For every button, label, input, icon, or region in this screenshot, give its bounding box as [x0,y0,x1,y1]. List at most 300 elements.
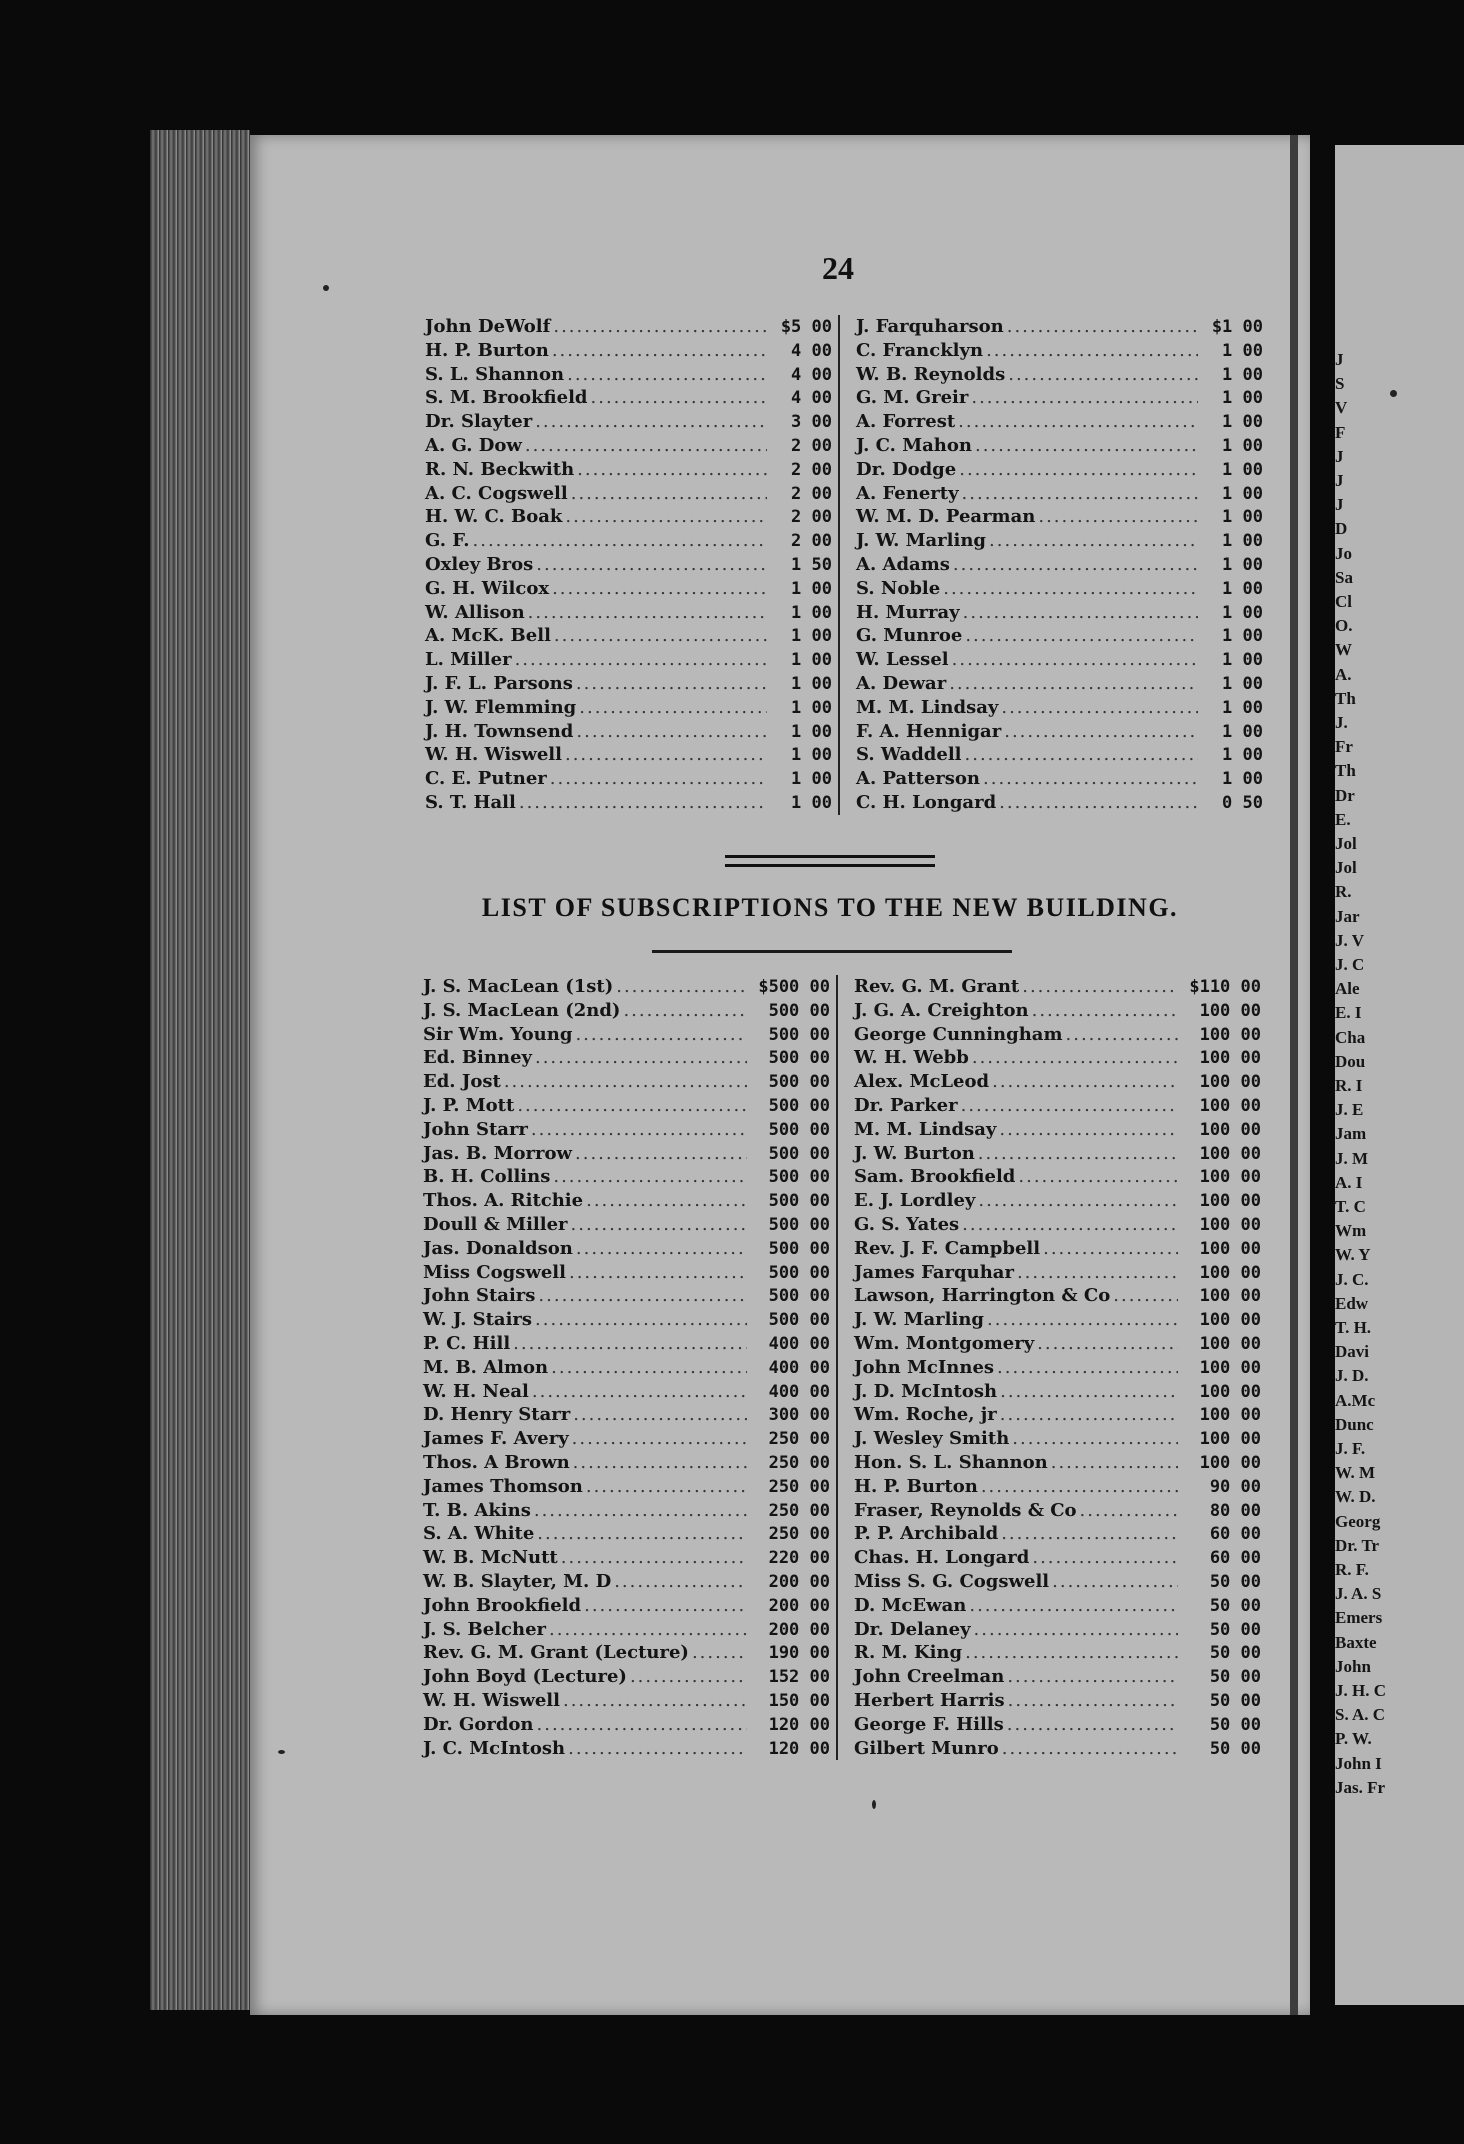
dot-leader [535,1308,747,1332]
adjacent-page-text: Jo [1335,543,1352,563]
dot-leader [616,975,747,999]
subscriber-name: James Farquhar [854,1261,1014,1283]
subscription-amount: 1 00 [791,745,832,766]
subscription-row [423,1284,830,1308]
subscriber-name: James F. Avery [423,1428,569,1450]
adjacent-page-text: W. Y [1335,1245,1371,1265]
dot-leader [1043,1237,1178,1261]
adjacent-page-text: F [1335,422,1346,442]
subscription-row [854,1118,1261,1142]
subscription-amount: 100 00 [1199,1048,1261,1069]
adjacent-page-text: E. [1335,809,1351,829]
subscription-amount: 500 00 [768,1214,830,1235]
dot-leader [536,553,767,577]
subscription-amount: 100 00 [1199,1452,1261,1473]
subscription-amount: 1 00 [1222,673,1263,694]
subscription-amount: 1 00 [1222,531,1263,552]
subscriber-name: J. F. L. Parsons [425,672,573,694]
subscription-row [425,339,832,363]
dot-leader [986,339,1198,363]
subscriber-name: A. G. Dow [425,434,522,456]
dot-leader [579,696,767,720]
subscriber-name: J. G. A. Creighton [854,999,1029,1021]
subscription-row [854,1380,1261,1404]
dot-leader [1051,1451,1178,1475]
subscriber-name: Rev. J. F. Campbell [854,1237,1041,1259]
dot-leader [978,1189,1178,1213]
subscription-row [856,577,1263,601]
subscription-amount: 1 00 [1222,412,1263,433]
subscription-amount: 1 00 [1222,578,1263,599]
dot-leader [1018,1165,1178,1189]
subscription-row [854,1737,1261,1761]
subscriber-name: Ed. Binney [423,1047,532,1069]
subscription-row [856,648,1263,672]
dot-leader [531,1118,747,1142]
subscription-row [854,1189,1261,1213]
dot-leader [965,624,1198,648]
dot-leader [1007,1713,1178,1737]
subscription-amount: 100 00 [1199,1310,1261,1331]
adjacent-page-text: Ale [1335,979,1360,999]
subscription-row [854,1427,1261,1451]
subscription-row [423,1570,830,1594]
adjacent-page-text: D [1335,519,1348,539]
subscription-row [423,1546,830,1570]
dot-leader [1022,975,1178,999]
subscription-amount: 250 00 [768,1429,830,1450]
subscription-amount: 1 00 [1222,483,1263,504]
subscription-amount: $110 00 [1189,977,1261,997]
subscription-row [854,1332,1261,1356]
subscription-row [854,1237,1261,1261]
subscription-row [423,1165,830,1189]
subscription-row [856,482,1263,506]
subscriber-name: J. Farquharson [856,316,1004,337]
dot-leader [992,1070,1178,1094]
subscription-row [854,1522,1261,1546]
print-speck [278,1750,285,1754]
top-list-left-column [425,315,840,815]
dot-leader [561,1546,747,1570]
subscriber-name: Hon. S. L. Shannon [854,1451,1048,1473]
subscriber-name: W. H. Webb [854,1047,969,1069]
adjacent-page-text: John I [1335,1753,1382,1773]
subscription-amount: 500 00 [768,1119,830,1140]
subscription-amount: 1 00 [791,721,832,742]
building-list-left-column [423,975,838,1760]
adjacent-page-text: J [1335,471,1344,490]
subscriber-name: S. Noble [856,577,941,599]
subscriber-name: John Starr [423,1118,528,1140]
subscription-amount: 50 00 [1209,1667,1261,1688]
dot-leader [537,1522,747,1546]
subscriber-name: W. B. Reynolds [856,363,1006,385]
adjacent-page-text: R. [1335,882,1352,902]
adjacent-page-text: John [1335,1656,1371,1676]
dot-leader [963,601,1198,625]
subscription-amount: 250 00 [768,1500,830,1521]
subscription-row [425,767,832,791]
dot-leader [577,458,767,482]
subscription-amount: 4 00 [791,364,832,385]
subscription-row [423,1427,830,1451]
dot-leader [567,363,767,387]
dot-leader [1017,1261,1178,1285]
subscription-row [854,1142,1261,1166]
subscription-row [425,315,832,339]
subscription-row [423,1665,830,1689]
adjacent-page-text: Jol [1335,858,1357,878]
subscription-row [856,791,1263,815]
dot-leader [569,1261,747,1285]
book-spine-edges [150,130,250,2010]
adjacent-page-text: A. I [1335,1172,1363,1192]
subscriber-name: H. W. C. Boak [425,506,563,528]
subscriber-name: S. L. Shannon [425,363,565,385]
print-speck [872,1800,876,1809]
subscriber-name: J. W. Flemming [425,696,577,718]
title-underline-rule [652,950,1012,953]
dot-leader [576,672,767,696]
subscription-amount: 50 00 [1209,1738,1261,1759]
subscriber-name: H. Murray [856,601,960,623]
adjacent-page-text: J. M [1335,1148,1369,1168]
subscription-amount: 500 00 [768,1167,830,1188]
subscription-row [425,434,832,458]
subscription-amount: 500 00 [768,1048,830,1069]
subscriber-name: W. B. Slayter, M. D [423,1570,612,1592]
subscriber-name: W. H. Wiswell [425,744,562,766]
subscription-row [423,1713,830,1737]
adjacent-page-text: J. V [1335,930,1364,950]
subscription-amount: 2 00 [791,459,832,480]
subscription-amount: 500 00 [768,1286,830,1307]
subscription-amount: $500 00 [758,977,830,997]
dot-leader [565,743,767,767]
adjacent-page-text: J. F. [1335,1439,1366,1458]
subscription-row [423,1475,830,1499]
dot-leader [553,315,767,339]
adjacent-page-text: Cl [1335,592,1352,611]
adjacent-page-text: J. [1335,713,1348,732]
subscription-row [854,1665,1261,1689]
subscriber-name: George F. Hills [854,1713,1004,1735]
adjacent-page-text: Baxte [1335,1632,1377,1652]
subscription-amount: 100 00 [1199,1429,1261,1450]
dot-leader [972,1046,1178,1070]
subscription-row [423,1142,830,1166]
subscription-amount: 100 00 [1199,1262,1261,1283]
dot-leader [1052,1570,1178,1594]
adjacent-page-text: Edw [1335,1293,1369,1313]
subscription-row [423,975,830,999]
subscriber-name: A. Fenerty [856,482,959,504]
adjacent-page-text: J [1335,495,1344,515]
subscriber-name: G. F. [425,530,470,552]
subscriber-name: C. H. Longard [856,791,997,813]
dot-leader [1113,1284,1178,1308]
subscription-amount: 120 00 [768,1714,830,1735]
subscription-row [425,743,832,767]
subscription-amount: 500 00 [768,1000,830,1021]
subscriber-name: A. Adams [856,553,950,575]
subscription-amount: 100 00 [1199,1143,1261,1164]
subscription-amount: 190 00 [768,1643,830,1664]
adjacent-page-fragment [1335,145,1464,2005]
subscriber-name: A. Forrest [856,411,956,433]
subscriber-name: Thos. A. Ritchie [423,1190,584,1212]
subscriber-name: G. M. Greir [856,387,969,409]
subscription-row [425,386,832,410]
subscription-amount: 100 00 [1199,1191,1261,1212]
adjacent-page-text: Jar [1335,906,1360,926]
subscriber-name: Oxley Bros [425,553,534,575]
subscription-row [854,999,1261,1023]
subscriber-name: J. S. Belcher [423,1618,547,1640]
adjacent-page-text: Th [1335,688,1356,708]
adjacent-page-text: O. [1335,616,1353,636]
subscription-amount: 500 00 [768,1310,830,1331]
subscription-amount: 1 00 [791,578,832,599]
subscription-amount: 3 00 [791,412,832,433]
dot-leader [550,767,767,791]
subscriber-name: John Brookfield [423,1594,582,1616]
subscription-amount: 1 00 [1222,459,1263,480]
subscription-row [423,1499,830,1523]
adjacent-page-text: W. M [1335,1463,1375,1483]
dot-leader [513,1332,747,1356]
dot-leader [528,601,767,625]
dot-leader [553,1165,747,1189]
subscriber-name: J. S. MacLean (1st) [423,976,614,997]
subscription-amount: 1 00 [791,769,832,790]
dot-leader [969,1594,1178,1618]
adjacent-page-text: A.Mc [1335,1390,1376,1410]
subscriber-name: John McInnes [854,1356,995,1378]
subscription-row [854,1689,1261,1713]
adjacent-page-text: Dunc [1335,1414,1374,1434]
dot-leader [975,434,1198,458]
subscription-amount: 50 00 [1209,1690,1261,1711]
adjacent-page-text: Jam [1335,1124,1367,1144]
subscription-amount: 250 00 [768,1452,830,1473]
dot-leader [1012,1427,1178,1451]
subscriber-name: W. Lessel [856,649,949,671]
subscription-amount: 1 00 [791,792,832,813]
adjacent-page-text: J. H. C [1335,1681,1386,1700]
dot-leader [949,672,1198,696]
adjacent-page-text: J. C [1335,955,1365,974]
subscription-amount: 200 00 [768,1571,830,1592]
page-number: 24 [822,250,854,286]
subscription-amount: 2 00 [791,507,832,528]
dot-leader [1037,1332,1178,1356]
subscription-row [854,1594,1261,1618]
subscription-row [423,1023,830,1047]
subscriber-name: Chas. H. Longard [854,1547,1030,1569]
subscription-row [856,601,1263,625]
dot-leader [1032,999,1178,1023]
dot-leader [962,1213,1178,1237]
subscription-amount: 1 00 [791,673,832,694]
subscription-row [854,1499,1261,1523]
subscription-row [854,975,1261,999]
dot-leader [1001,1522,1178,1546]
subscriber-name: J. W. Burton [854,1142,975,1164]
dot-leader [573,1451,747,1475]
subscriber-name: A. Patterson [856,768,981,790]
dot-leader [983,767,1198,791]
subscription-amount: 400 00 [768,1357,830,1378]
dot-leader [692,1641,747,1665]
subscription-row [854,1284,1261,1308]
subscriber-name: W. M. D. Pearman [856,506,1036,528]
subscriber-name: J. C. McIntosh [423,1737,566,1759]
dot-leader [571,1213,747,1237]
subscriber-name: Herbert Harris [854,1689,1005,1711]
subscriber-name: S. Waddell [856,744,962,766]
adjacent-page-text: J. E [1335,1100,1364,1120]
adjacent-page-text: J. C. [1335,1269,1369,1289]
subscription-row [856,743,1263,767]
adjacent-page-text: W [1335,640,1352,660]
building-list-title: LIST OF SUBSCRIPTIONS TO THE NEW BUILDING. [481,893,1179,922]
subscription-amount: 1 00 [1222,388,1263,409]
adjacent-page-text: A. [1335,664,1352,684]
subscription-amount: $5 00 [780,317,832,337]
dot-leader [535,410,767,434]
subscription-amount: 1 00 [1222,697,1263,718]
subscription-row [425,648,832,672]
subscription-row [425,482,832,506]
dot-leader [965,1641,1178,1665]
subscription-amount: 200 00 [768,1595,830,1616]
subscriber-name: John DeWolf [425,316,551,337]
top-subscription-list [425,315,1263,815]
subscription-amount: 100 00 [1199,1405,1261,1426]
subscription-row [856,553,1263,577]
dot-leader [525,434,767,458]
subscription-amount: 2 00 [791,531,832,552]
dot-leader [1004,720,1198,744]
subscriber-name: Ed. Jost [423,1071,501,1093]
subscription-row [856,386,1263,410]
subscription-row [854,1451,1261,1475]
subscriber-name: J. P. Mott [423,1094,515,1116]
dot-leader [961,1094,1178,1118]
subscriber-name: Dr. Delaney [854,1618,971,1640]
subscription-row [854,1570,1261,1594]
section-divider-double-rule [725,855,935,867]
subscription-amount: 1 50 [791,554,832,575]
subscriber-name: A. Dewar [856,672,947,694]
dot-leader [989,529,1198,553]
subscription-amount: 100 00 [1199,1238,1261,1259]
subscriber-name: H. P. Burton [854,1475,978,1497]
subscription-amount: 150 00 [768,1690,830,1711]
subscription-row [856,505,1263,529]
subscriber-name: J. S. MacLean (2nd) [423,999,621,1021]
subscription-row [425,601,832,625]
subscriber-name: Miss S. G. Cogswell [854,1570,1050,1592]
subscription-row [423,1261,830,1285]
subscriber-name: Alex. McLeod [854,1071,990,1093]
subscription-amount: 250 00 [768,1524,830,1545]
dot-leader [1007,315,1198,339]
subscription-amount: 1 00 [791,602,832,623]
subscription-row [854,1023,1261,1047]
subscription-amount: 50 00 [1209,1595,1261,1616]
adjacent-page-text: Dou [1335,1051,1366,1071]
subscriber-name: W. H. Neal [423,1380,529,1402]
dot-leader [532,1380,747,1404]
subscription-row [856,410,1263,434]
dot-leader [575,1023,747,1047]
subscriber-name: Rev. G. M. Grant [854,976,1020,997]
subscriber-name: G. H. Wilcox [425,577,550,599]
subscription-row [856,720,1263,744]
subscription-row [423,1403,830,1427]
subscription-amount: 220 00 [768,1548,830,1569]
subscriber-name: D. McEwan [854,1594,967,1616]
subscriber-name: Gilbert Munro [854,1737,999,1759]
dot-leader [1008,363,1198,387]
subscription-row [854,1046,1261,1070]
subscriber-name: W. H. Wiswell [423,1689,560,1711]
building-subscription-list [423,975,1261,1760]
subscriber-name: John Creelman [854,1666,1005,1688]
dot-leader [586,1475,747,1499]
subscriber-name: P. C. Hill [423,1332,511,1354]
dot-leader [586,1189,747,1213]
subscriber-name: M. M. Lindsay [854,1118,997,1140]
subscriber-name: Jas. B. Morrow [423,1142,572,1164]
dot-leader [958,410,1198,434]
dot-leader [552,577,767,601]
subscription-amount: 200 00 [768,1619,830,1640]
subscription-amount: 1 00 [1222,650,1263,671]
subscription-amount: 300 00 [768,1405,830,1426]
subscription-amount: 50 00 [1209,1714,1261,1735]
subscription-row [425,410,832,434]
adjacent-page-text: J [1335,350,1344,369]
adjacent-page-text: Wm [1335,1221,1367,1241]
subscription-row [854,1308,1261,1332]
subscription-amount: 1 00 [1222,435,1263,456]
subscription-row [423,1332,830,1356]
adjacent-page-text: Dr [1335,785,1355,805]
subscriber-name: Thos. A Brown [423,1451,570,1473]
subscription-row [423,1070,830,1094]
dot-leader [614,1570,747,1594]
subscription-row [856,672,1263,696]
dot-leader [549,1618,747,1642]
dot-leader [943,577,1198,601]
subscription-amount: 100 00 [1199,1167,1261,1188]
adjacent-page-text: Dr. Tr [1335,1535,1380,1555]
subscriber-name: A. C. Cogswell [425,482,568,504]
subscription-row [854,1165,1261,1189]
dot-leader [965,743,1198,767]
subscription-row [423,1522,830,1546]
subscriber-name: James Thomson [423,1475,583,1497]
adjacent-page-text: J. D. [1335,1366,1369,1386]
subscription-amount: 100 00 [1199,1214,1261,1235]
subscription-row [854,1713,1261,1737]
subscriber-name: Wm. Montgomery [854,1332,1035,1354]
subscriber-name: A. McK. Bell [425,625,551,647]
